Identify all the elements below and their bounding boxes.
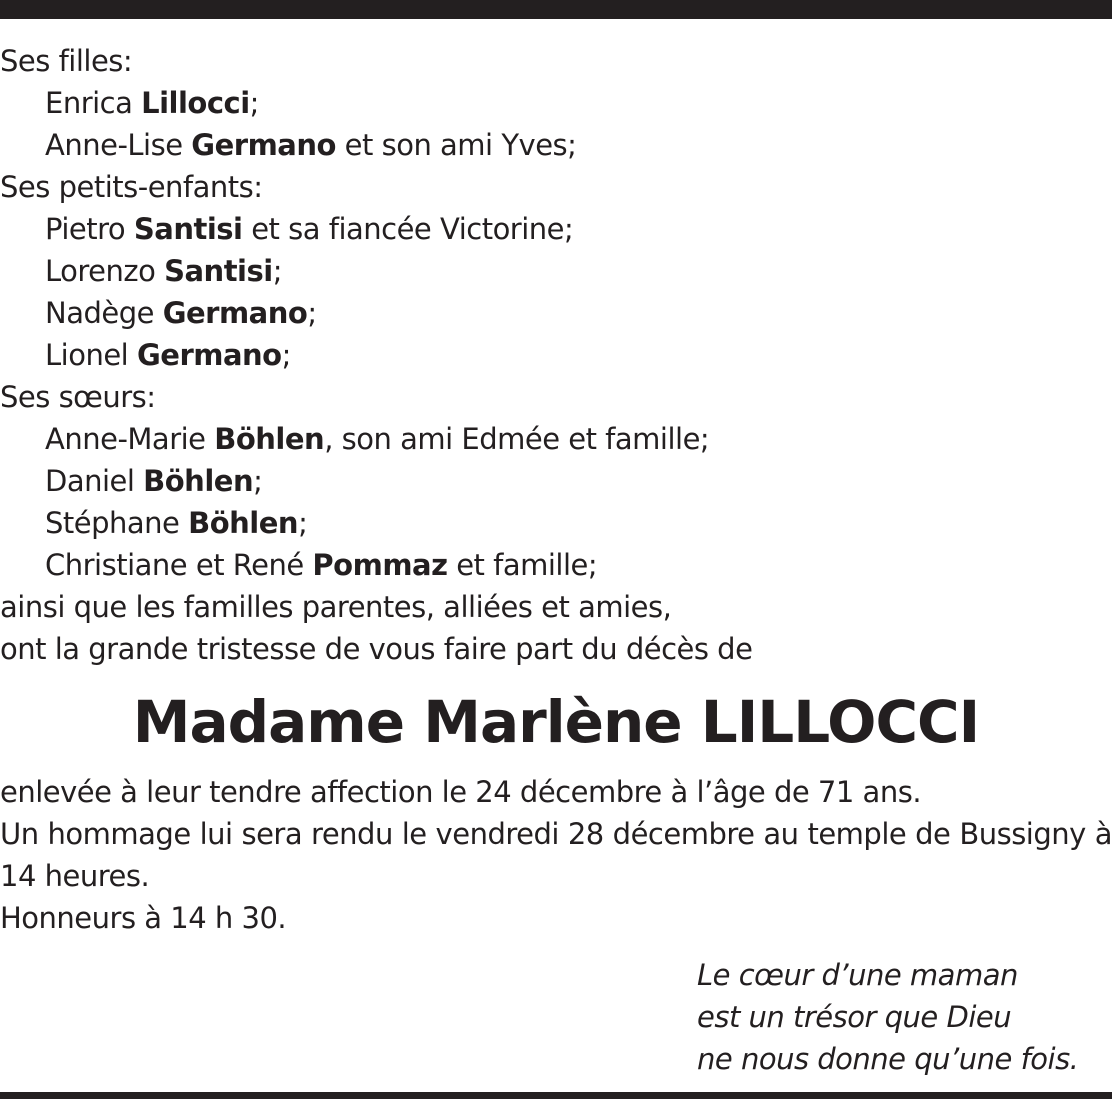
line-text: Ses petits-enfants:	[0, 170, 263, 204]
line-text: Enrica	[45, 86, 142, 120]
line-suffix: et son ami Yves;	[335, 128, 577, 162]
line-text: Daniel	[45, 464, 144, 498]
line-text: Anne-Lise	[45, 128, 192, 162]
surname: Böhlen	[214, 422, 325, 456]
family-group-heading	[0, 376, 1112, 418]
details-ceremony-line: Un hommage lui sera rendu le vendredi 28 décembre au temple de Bussigny à 14 heures.	[0, 817, 1112, 893]
family-member-line	[0, 460, 1112, 502]
funeral-details	[0, 771, 1112, 939]
memorial-quote	[697, 954, 1109, 1080]
family-member-line	[0, 544, 1112, 586]
line-suffix: , son ami Edmée et famille;	[324, 422, 710, 456]
family-member-line	[0, 82, 1112, 124]
family-member-line	[0, 250, 1112, 292]
family-group-heading	[0, 628, 1112, 670]
line-suffix: ;	[253, 464, 263, 498]
line-text: Ses filles:	[0, 44, 133, 78]
line-suffix: et sa fiancée Victorine;	[242, 212, 574, 246]
surname: Lillocci	[141, 86, 250, 120]
family-member-line	[0, 334, 1112, 376]
line-text: Ses sœurs:	[0, 380, 156, 414]
family-list	[0, 40, 1112, 670]
line-text: Lionel	[45, 338, 137, 372]
line-text: Nadège	[45, 296, 163, 330]
family-group-heading	[0, 586, 1112, 628]
deceased-name: Madame Marlène LILLOCCI	[132, 688, 980, 756]
line-suffix: ;	[272, 254, 282, 288]
family-group-heading	[0, 166, 1112, 208]
family-member-line	[0, 502, 1112, 544]
surname: Pommaz	[312, 548, 448, 582]
quote-line: ne nous donne qu’une fois.	[697, 1042, 1079, 1076]
line-suffix: ;	[249, 86, 259, 120]
quote-line: est un trésor que Dieu	[697, 1000, 1012, 1034]
bottom-divider	[0, 1092, 1112, 1099]
line-text: ont la grande tristesse de vous faire part du décès de	[0, 632, 753, 666]
family-group-heading	[0, 40, 1112, 82]
surname: Böhlen	[188, 506, 299, 540]
details-affection-line: enlevée à leur tendre affection le 24 décembre à l’âge de 71 ans.	[0, 775, 922, 809]
line-suffix: ;	[307, 296, 317, 330]
details-honours-line: Honneurs à 14 h 30.	[0, 901, 287, 935]
line-suffix: ;	[298, 506, 308, 540]
family-member-line	[0, 418, 1112, 460]
line-text: Lorenzo	[45, 254, 165, 288]
surname: Böhlen	[143, 464, 254, 498]
line-text: Pietro	[45, 212, 134, 246]
line-text: Stéphane	[45, 506, 189, 540]
line-suffix: et famille;	[447, 548, 598, 582]
surname: Santisi	[133, 212, 243, 246]
family-member-line	[0, 208, 1112, 250]
family-member-line	[0, 124, 1112, 166]
line-suffix: ;	[281, 338, 291, 372]
line-text: ainsi que les familles parentes, alliées et amies,	[0, 590, 672, 624]
surname: Germano	[191, 128, 336, 162]
quote-line: Le cœur d’une maman	[697, 958, 1018, 992]
surname: Germano	[162, 296, 308, 330]
surname: Santisi	[164, 254, 273, 288]
line-text: Christiane et René	[45, 548, 313, 582]
top-divider	[0, 0, 1112, 19]
line-text: Anne-Marie	[45, 422, 215, 456]
family-member-line	[0, 292, 1112, 334]
surname: Germano	[136, 338, 282, 372]
